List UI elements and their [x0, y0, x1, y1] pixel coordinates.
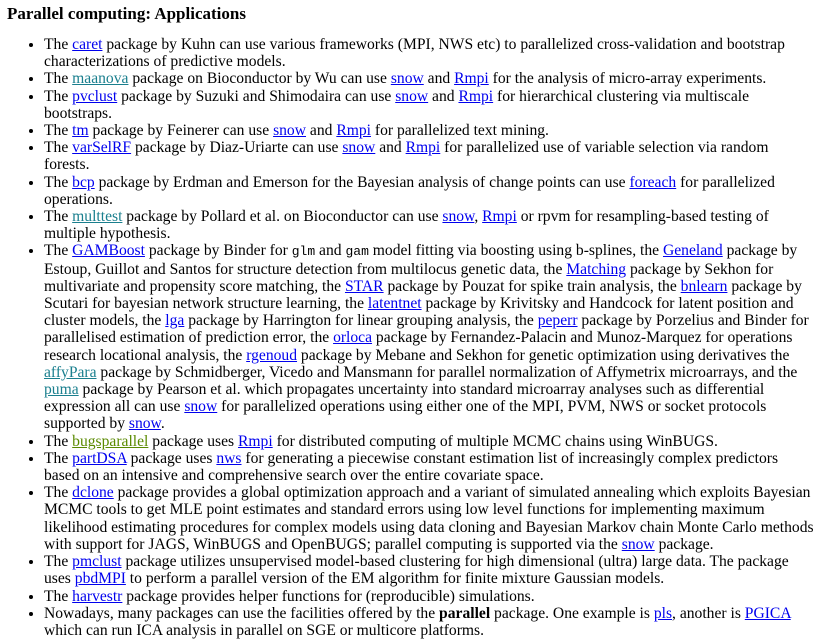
- item-text: for distributed computing of multiple MCMC chains using WinBUGS.: [272, 432, 718, 450]
- item-text: and: [428, 87, 459, 105]
- item-text: package by Erdman and Emerson for the Bayesian analysis of change points can use: [94, 173, 630, 191]
- section-title: Parallel computing: Applications: [7, 4, 246, 23]
- item-text: for hierarchical clustering via multiscale bootstraps.: [44, 87, 750, 122]
- list-item: [44, 88, 814, 122]
- item-text: package by Pearson et al. which propagates uncertainty into standard microarray analyses such as differential expression all can use: [44, 381, 765, 416]
- link-caret[interactable]: caret: [72, 36, 103, 53]
- link-rmpi[interactable]: Rmpi: [405, 139, 441, 157]
- item-text: package by Estoup, Guillot and Santos for structure detection from multilocus genetic data, the: [44, 242, 798, 278]
- item-text: The: [44, 449, 73, 467]
- link-geneland[interactable]: Geneland: [662, 242, 723, 260]
- item-text: for generating a piecewise constant estimation list of increasingly complex predictors based on an intensive and comprehensive search over the entire covariate space.: [44, 449, 779, 485]
- item-text: .: [160, 415, 165, 433]
- link-latentnet[interactable]: latentnet: [367, 295, 422, 313]
- link-snow[interactable]: snow: [184, 398, 218, 416]
- item-text: package. One example is: [490, 604, 654, 622]
- item-text: and: [423, 70, 455, 88]
- item-text: and: [315, 242, 346, 260]
- link-snow[interactable]: snow: [128, 415, 161, 433]
- list-item: [44, 605, 814, 639]
- link-bcp[interactable]: bcp: [72, 173, 95, 191]
- link-star[interactable]: STAR: [344, 277, 384, 295]
- item-text: package by Binder for: [144, 242, 292, 260]
- item-text: which can run ICA analysis in parallel on SGE or multicore platforms.: [44, 621, 484, 639]
- item-text: package by Pouzat for spike train analysis, the: [383, 277, 681, 295]
- code-text: glm: [291, 244, 316, 260]
- item-text: package by Scutari for bayesian network structure learning, the: [44, 277, 802, 313]
- list-item: [44, 433, 814, 450]
- item-text: The: [44, 70, 73, 88]
- link-orloca[interactable]: orloca: [333, 329, 373, 347]
- list-item: [44, 208, 814, 242]
- link-affypara[interactable]: affyPara: [44, 363, 97, 381]
- item-text: The: [44, 208, 73, 226]
- code-text: gam: [345, 244, 369, 260]
- item-text: package by Fernandez-Palacin and Munoz-Marquez for operations research locational analysis, the: [44, 329, 793, 364]
- item-text: , another is: [672, 604, 745, 622]
- link-snow[interactable]: snow: [442, 208, 475, 226]
- item-text: package.: [654, 535, 714, 553]
- link-varselrf[interactable]: varSelRF: [72, 139, 132, 157]
- list-item: [44, 588, 814, 605]
- item-text: package by Harrington for linear grouping analysis, the: [184, 312, 538, 330]
- link-partdsa[interactable]: partDSA: [72, 449, 127, 467]
- list-item: [44, 484, 814, 553]
- link-dclone[interactable]: dclone: [72, 484, 114, 502]
- link-foreach[interactable]: foreach: [629, 173, 677, 191]
- item-text: The: [44, 587, 73, 605]
- item-text: The: [44, 122, 73, 140]
- list-item: [44, 36, 814, 70]
- item-text: package by Mebane and Sekhon for genetic optimization using derivatives the: [297, 346, 790, 364]
- list-item: [44, 139, 814, 173]
- list-item: [44, 553, 814, 587]
- link-pbdmpi[interactable]: pbdMPI: [74, 570, 126, 588]
- link-tm[interactable]: tm: [72, 122, 89, 140]
- item-text: for parallelized text mining.: [370, 122, 549, 140]
- link-lga[interactable]: lga: [165, 312, 185, 330]
- item-text: The: [44, 432, 73, 450]
- item-text: and: [375, 139, 406, 157]
- item-text: The: [44, 173, 73, 191]
- list-item: [44, 174, 814, 208]
- list-item: [44, 450, 814, 484]
- link-bugsparallel[interactable]: bugsparallel: [72, 432, 149, 450]
- list-item: [44, 242, 814, 432]
- item-text: package by Diaz-Uriarte can use: [131, 139, 343, 157]
- link-snow[interactable]: snow: [342, 139, 376, 157]
- item-text: package by Schmidberger, Vicedo and Mansmann for parallel normalization of Affymetrix microarrays, and the: [96, 363, 798, 381]
- item-text: package provides a global optimization approach and a variant of simulated annealing which exploits Bayesian MCMC tools to get MLE point estimates and standard errors using low level functions for implementing maximum likelihood estimating procedures for complex models using data cloning and Bayesian Markov chain Monte Carlo methods with support for JAGS, WinBUGS and OpenBUGS; parallel computing is supported via the: [44, 484, 814, 553]
- link-pmclust[interactable]: pmclust: [72, 553, 122, 571]
- item-text: package by Suzuki and Shimodaira can use: [117, 87, 396, 105]
- item-text: The: [44, 484, 73, 502]
- item-text: package utilizes unsupervised model-based clustering for high dimensional (ultra) large data. The package uses: [44, 553, 789, 588]
- item-text: for the analysis of micro-array experiments.: [488, 70, 767, 88]
- item-text: package by Kuhn can use various frameworks (MPI, NWS etc) to parallelized cross-validation and bootstrap characterizations of predictive models.: [44, 36, 785, 71]
- item-text: and: [306, 122, 337, 140]
- link-multtest[interactable]: multtest: [72, 208, 123, 226]
- item-text: ,: [474, 208, 483, 226]
- item-text: The: [44, 139, 73, 157]
- item-text: for parallelized use of variable selection via random forests.: [44, 139, 769, 174]
- link-rmpi[interactable]: Rmpi: [482, 208, 517, 226]
- item-text: for parallelized operations using either one of the MPI, PVM, NWS or socket protocols supported by: [44, 398, 767, 433]
- link-peperr[interactable]: peperr: [537, 312, 578, 330]
- link-pgica[interactable]: PGICA: [744, 604, 791, 622]
- link-gamboost[interactable]: GAMBoost: [72, 242, 145, 260]
- link-rmpi[interactable]: Rmpi: [458, 87, 494, 105]
- item-text: package by Krivitsky and Handcock for latent position and cluster models, the: [44, 295, 794, 330]
- item-text: package uses: [148, 432, 239, 450]
- link-snow[interactable]: snow: [390, 70, 424, 88]
- item-text: to perform a parallel version of the EM algorithm for finite mixture Gaussian models.: [125, 570, 665, 588]
- item-text: package by Pollard et al. on Bioconductor can use: [122, 208, 443, 226]
- item-text: Nowadays, many packages can use the facilities offered by the: [44, 604, 440, 622]
- link-rgenoud[interactable]: rgenoud: [246, 346, 298, 364]
- link-matching[interactable]: Matching: [566, 260, 627, 278]
- item-text: The: [44, 242, 73, 260]
- link-snow[interactable]: snow: [273, 122, 306, 140]
- link-pls[interactable]: pls: [653, 604, 673, 622]
- item-text: package by Feinerer can use: [88, 122, 274, 140]
- item-text: package provides helper functions for (reproducible) simulations.: [122, 587, 535, 605]
- item-text: package uses: [126, 449, 217, 467]
- link-puma[interactable]: puma: [44, 381, 79, 399]
- link-rmpi[interactable]: Rmpi: [238, 432, 273, 450]
- list-item: [44, 70, 814, 87]
- item-text: model fitting via boosting using b-splines, the: [368, 242, 663, 260]
- list-item: [44, 122, 814, 139]
- item-text: package on Bioconductor by Wu can use: [128, 70, 391, 88]
- item-text: The: [44, 36, 73, 53]
- link-rmpi[interactable]: Rmpi: [454, 70, 489, 88]
- bold-text: parallel: [439, 604, 491, 622]
- link-nws[interactable]: nws: [216, 449, 242, 467]
- link-rmpi[interactable]: Rmpi: [336, 122, 371, 140]
- link-snow[interactable]: snow: [621, 535, 655, 553]
- link-snow[interactable]: snow: [395, 87, 429, 105]
- link-maanova[interactable]: maanova: [72, 70, 129, 88]
- application-list: [0, 36, 814, 639]
- link-harvestr[interactable]: harvestr: [72, 587, 123, 605]
- item-text: The: [44, 553, 73, 571]
- item-text: for parallelized operations.: [44, 173, 775, 208]
- item-text: The: [44, 87, 73, 105]
- link-pvclust[interactable]: pvclust: [72, 87, 118, 105]
- link-bnlearn[interactable]: bnlearn: [680, 277, 728, 295]
- item-text: package by Sekhon for multivariate and propensity score matching, the: [44, 260, 774, 295]
- item-text: or rpvm for resampling-based testing of multiple hypothesis.: [44, 208, 769, 243]
- item-text: package by Porzelius and Binder for parallelised estimation of prediction error, the: [44, 312, 809, 347]
